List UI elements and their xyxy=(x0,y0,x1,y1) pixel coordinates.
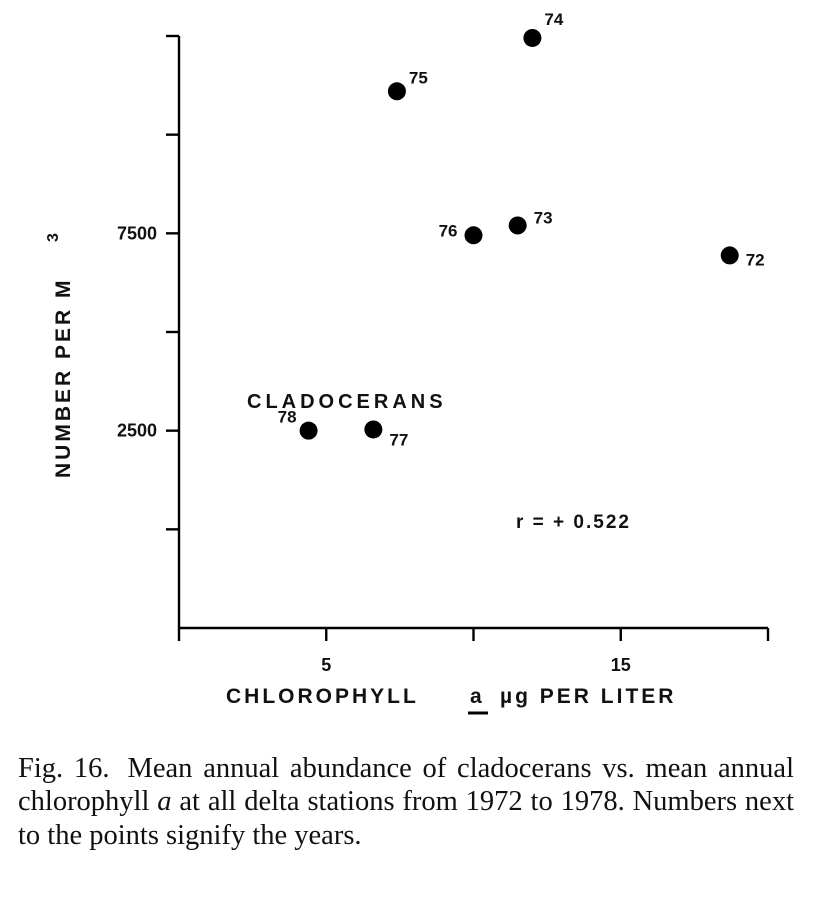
data-label-73: 73 xyxy=(533,208,553,228)
x-axis-title-prefix: CHLOROPHYLL xyxy=(226,685,419,708)
data-label-74: 74 xyxy=(544,9,564,29)
data-point-77 xyxy=(364,420,382,438)
data-point-73 xyxy=(509,216,527,234)
caption-text-after: at all delta stations from 1972 to 1978. Numbers next to the points signify the years. xyxy=(18,786,794,851)
data-point-78 xyxy=(300,422,318,440)
data-label-77: 77 xyxy=(389,430,409,450)
caption-italic: a xyxy=(157,786,172,818)
data-point-76 xyxy=(465,226,483,244)
x-axis-title-suffix: µg PER LITER xyxy=(500,685,677,708)
data-label-75: 75 xyxy=(408,68,428,88)
figure-caption xyxy=(18,752,794,852)
data-label-78: 78 xyxy=(277,407,297,427)
data-label-76: 76 xyxy=(438,221,458,241)
x-axis-title-symbol: a xyxy=(470,685,485,708)
y-axis-title-text: NUMBER PER M xyxy=(52,277,75,478)
y-axis-title xyxy=(45,230,75,478)
x-tick-label: 5 xyxy=(321,655,332,675)
data-label-72: 72 xyxy=(745,250,765,270)
correlation-annotation: r = + 0.522 xyxy=(516,512,631,533)
axis-ticks xyxy=(117,36,768,675)
y-tick-label: 7500 xyxy=(116,223,157,244)
y-axis-title-superscript: 3 xyxy=(45,230,62,242)
caption-label: Fig. 16. xyxy=(18,753,110,784)
data-point-72 xyxy=(721,246,739,264)
data-point-75 xyxy=(388,82,406,100)
data-points xyxy=(278,10,765,450)
data-point-74 xyxy=(523,29,541,47)
series-annotation: CLADOCERANS xyxy=(247,391,447,413)
x-tick-label: 15 xyxy=(610,655,631,675)
caption-text-before: Mean annual abundance of cladocerans vs. mean annual chlorophyll xyxy=(18,753,794,818)
x-axis-title xyxy=(226,685,676,713)
y-tick-label: 2500 xyxy=(116,420,157,441)
